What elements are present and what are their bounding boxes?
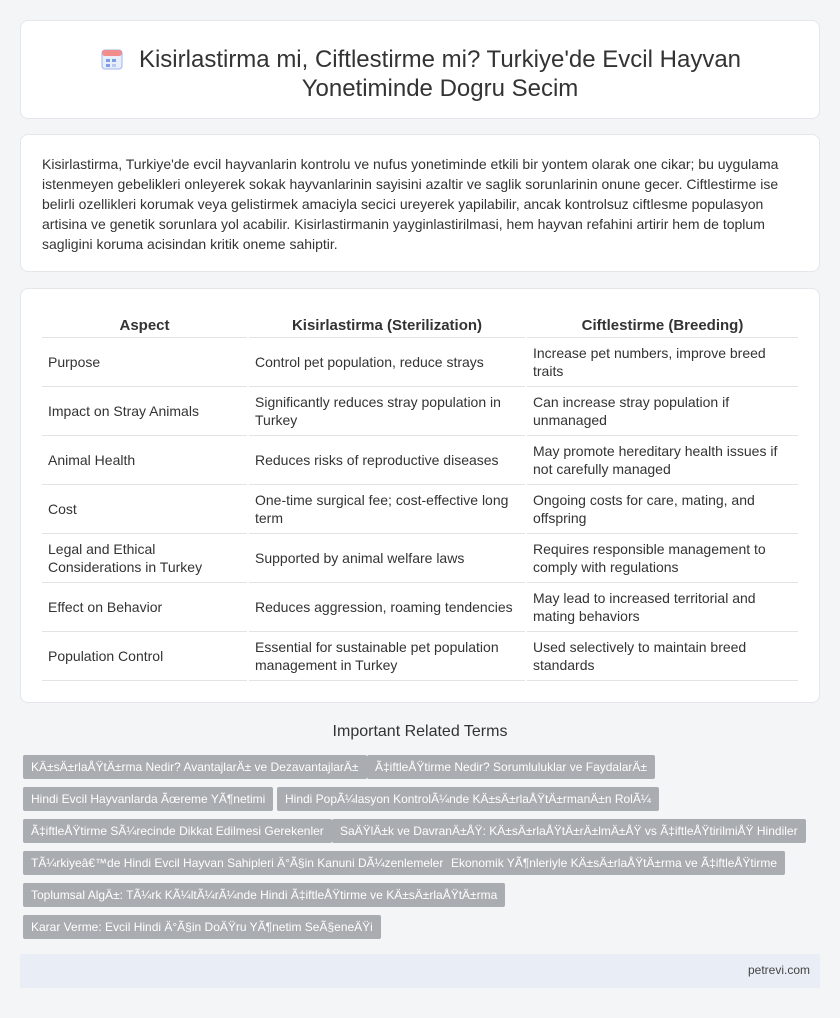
breeding-cell: Increase pet numbers, improve breed traits (526, 337, 798, 386)
aspect-cell: Purpose (42, 337, 248, 386)
sterilization-cell: Control pet population, reduce strays (248, 337, 526, 386)
table-row (42, 484, 798, 533)
related-term-tag[interactable]: Hindi PopÃ¼lasyon KontrolÃ¼nde KÄ±sÄ±rlaÅŸtÄ±rmanÄ±n RolÃ¼ (277, 787, 659, 811)
header-sterilization: Kisirlastirma (Sterilization) (248, 315, 526, 337)
related-terms-heading: Important Related Terms (332, 723, 508, 740)
header-aspect: Aspect (42, 315, 248, 337)
related-term-tag[interactable]: KÄ±sÄ±rlaÅŸtÄ±rma Nedir? AvantajlarÄ± ve DezavantajlarÄ± (23, 755, 367, 779)
comparison-card (20, 288, 820, 703)
table-row (42, 435, 798, 484)
breeding-cell: Requires responsible management to comply with regulations (526, 533, 798, 582)
intro-paragraph: Kisirlastirma, Turkiye'de evcil hayvanlarin kontrolu ve nufus yonetiminde etkili bir yontem olarak one cikar; bu uygulama istenmeyen gebelikleri onleyerek sokak hayvanlarinin sayisini azaltir ve saglik sorunlarinin onune gecer. Ciftlestirme ise belirli ozellikleri korumak veya gelistirmek amaciyla secici ureyerek yapilabilir, ancak kontrolsuz ciftlesme populasyon artisina ve genetik sorunlara yol acabilir. Kisirlastirmanin yayginlastirilmasi, hem hayvan refahini artirir hem de toplum sagligini koruma acisindan kritik oneme sahiptir. (42, 156, 779, 252)
aspect-cell: Legal and Ethical Considerations in Turkey (42, 533, 248, 582)
aspect-cell: Impact on Stray Animals (42, 386, 248, 435)
breeding-cell: May promote hereditary health issues if not carefully managed (526, 435, 798, 484)
related-term-tag[interactable]: SaÄŸlÄ±k ve DavranÄ±ÅŸ: KÄ±sÄ±rlaÅŸtÄ±rÄ±lmÄ±ÅŸ vs Ã‡iftleÅŸtirilmiÅŸ Hindiler (332, 819, 806, 843)
related-term-tag[interactable]: Ã‡iftleÅŸtirme SÃ¼recinde Dikkat Edilmesi Gerekenler (23, 819, 332, 843)
table-row (42, 386, 798, 435)
related-term-tag[interactable]: TÃ¼rkiyeâ€™de Hindi Evcil Hayvan Sahipleri Ä°Ã§in Kanuni DÃ¼zenlemeler (23, 851, 451, 875)
related-term-tag[interactable]: Karar Verme: Evcil Hindi Ä°Ã§in DoÄŸru YÃ¶netim SeÃ§eneÄŸi (23, 915, 381, 939)
sterilization-cell: Significantly reduces stray population in Turkey (248, 386, 526, 435)
related-term-tag[interactable]: Toplumsal AlgÄ±: TÃ¼rk KÃ¼ltÃ¼rÃ¼nde Hindi Ã‡iftleÅŸtirme ve KÄ±sÄ±rlaÅŸtÄ±rma (23, 883, 505, 907)
aspect-cell: Effect on Behavior (42, 582, 248, 631)
table-row (42, 337, 798, 386)
table-header-row (42, 315, 798, 337)
aspect-cell: Cost (42, 484, 248, 533)
comparison-table (42, 315, 798, 681)
sterilization-cell: Essential for sustainable pet population management in Turkey (248, 631, 526, 680)
breeding-cell: Used selectively to maintain breed standards (526, 631, 798, 680)
header-breeding: Ciftlestirme (Breeding) (526, 315, 798, 337)
sterilization-cell: Supported by animal welfare laws (248, 533, 526, 582)
aspect-cell: Animal Health (42, 435, 248, 484)
breeding-cell: Ongoing costs for care, mating, and offspring (526, 484, 798, 533)
site-link[interactable]: petrevi.com (747, 963, 810, 977)
aspect-cell: Population Control (42, 631, 248, 680)
intro-card (20, 134, 820, 272)
related-term-tag[interactable]: Hindi Evcil Hayvanlarda Ãœreme YÃ¶netimi (23, 787, 273, 811)
table-row (42, 631, 798, 680)
page-title: Kisirlastirma mi, Ciftlestirme mi? Turkiye'de Evcil Hayvan Yonetiminde Dogru Secim (138, 46, 742, 102)
breeding-cell: May lead to increased territorial and mating behaviors (526, 582, 798, 631)
related-term-tag[interactable]: Ã‡iftleÅŸtirme Nedir? Sorumluluklar ve FaydalarÄ± (367, 755, 655, 779)
table-row (42, 582, 798, 631)
related-term-tag[interactable]: Ekonomik YÃ¶nleriyle KÄ±sÄ±rlaÅŸtÄ±rma ve Ã‡iftleÅŸtirme (443, 851, 785, 875)
title-card (20, 20, 820, 119)
sterilization-cell: Reduces aggression, roaming tendencies (248, 582, 526, 631)
footer (20, 954, 820, 988)
sterilization-cell: One-time surgical fee; cost-effective long term (248, 484, 526, 533)
sterilization-cell: Reduces risks of reproductive diseases (248, 435, 526, 484)
table-row (42, 533, 798, 582)
breeding-cell: Can increase stray population if unmanaged (526, 386, 798, 435)
